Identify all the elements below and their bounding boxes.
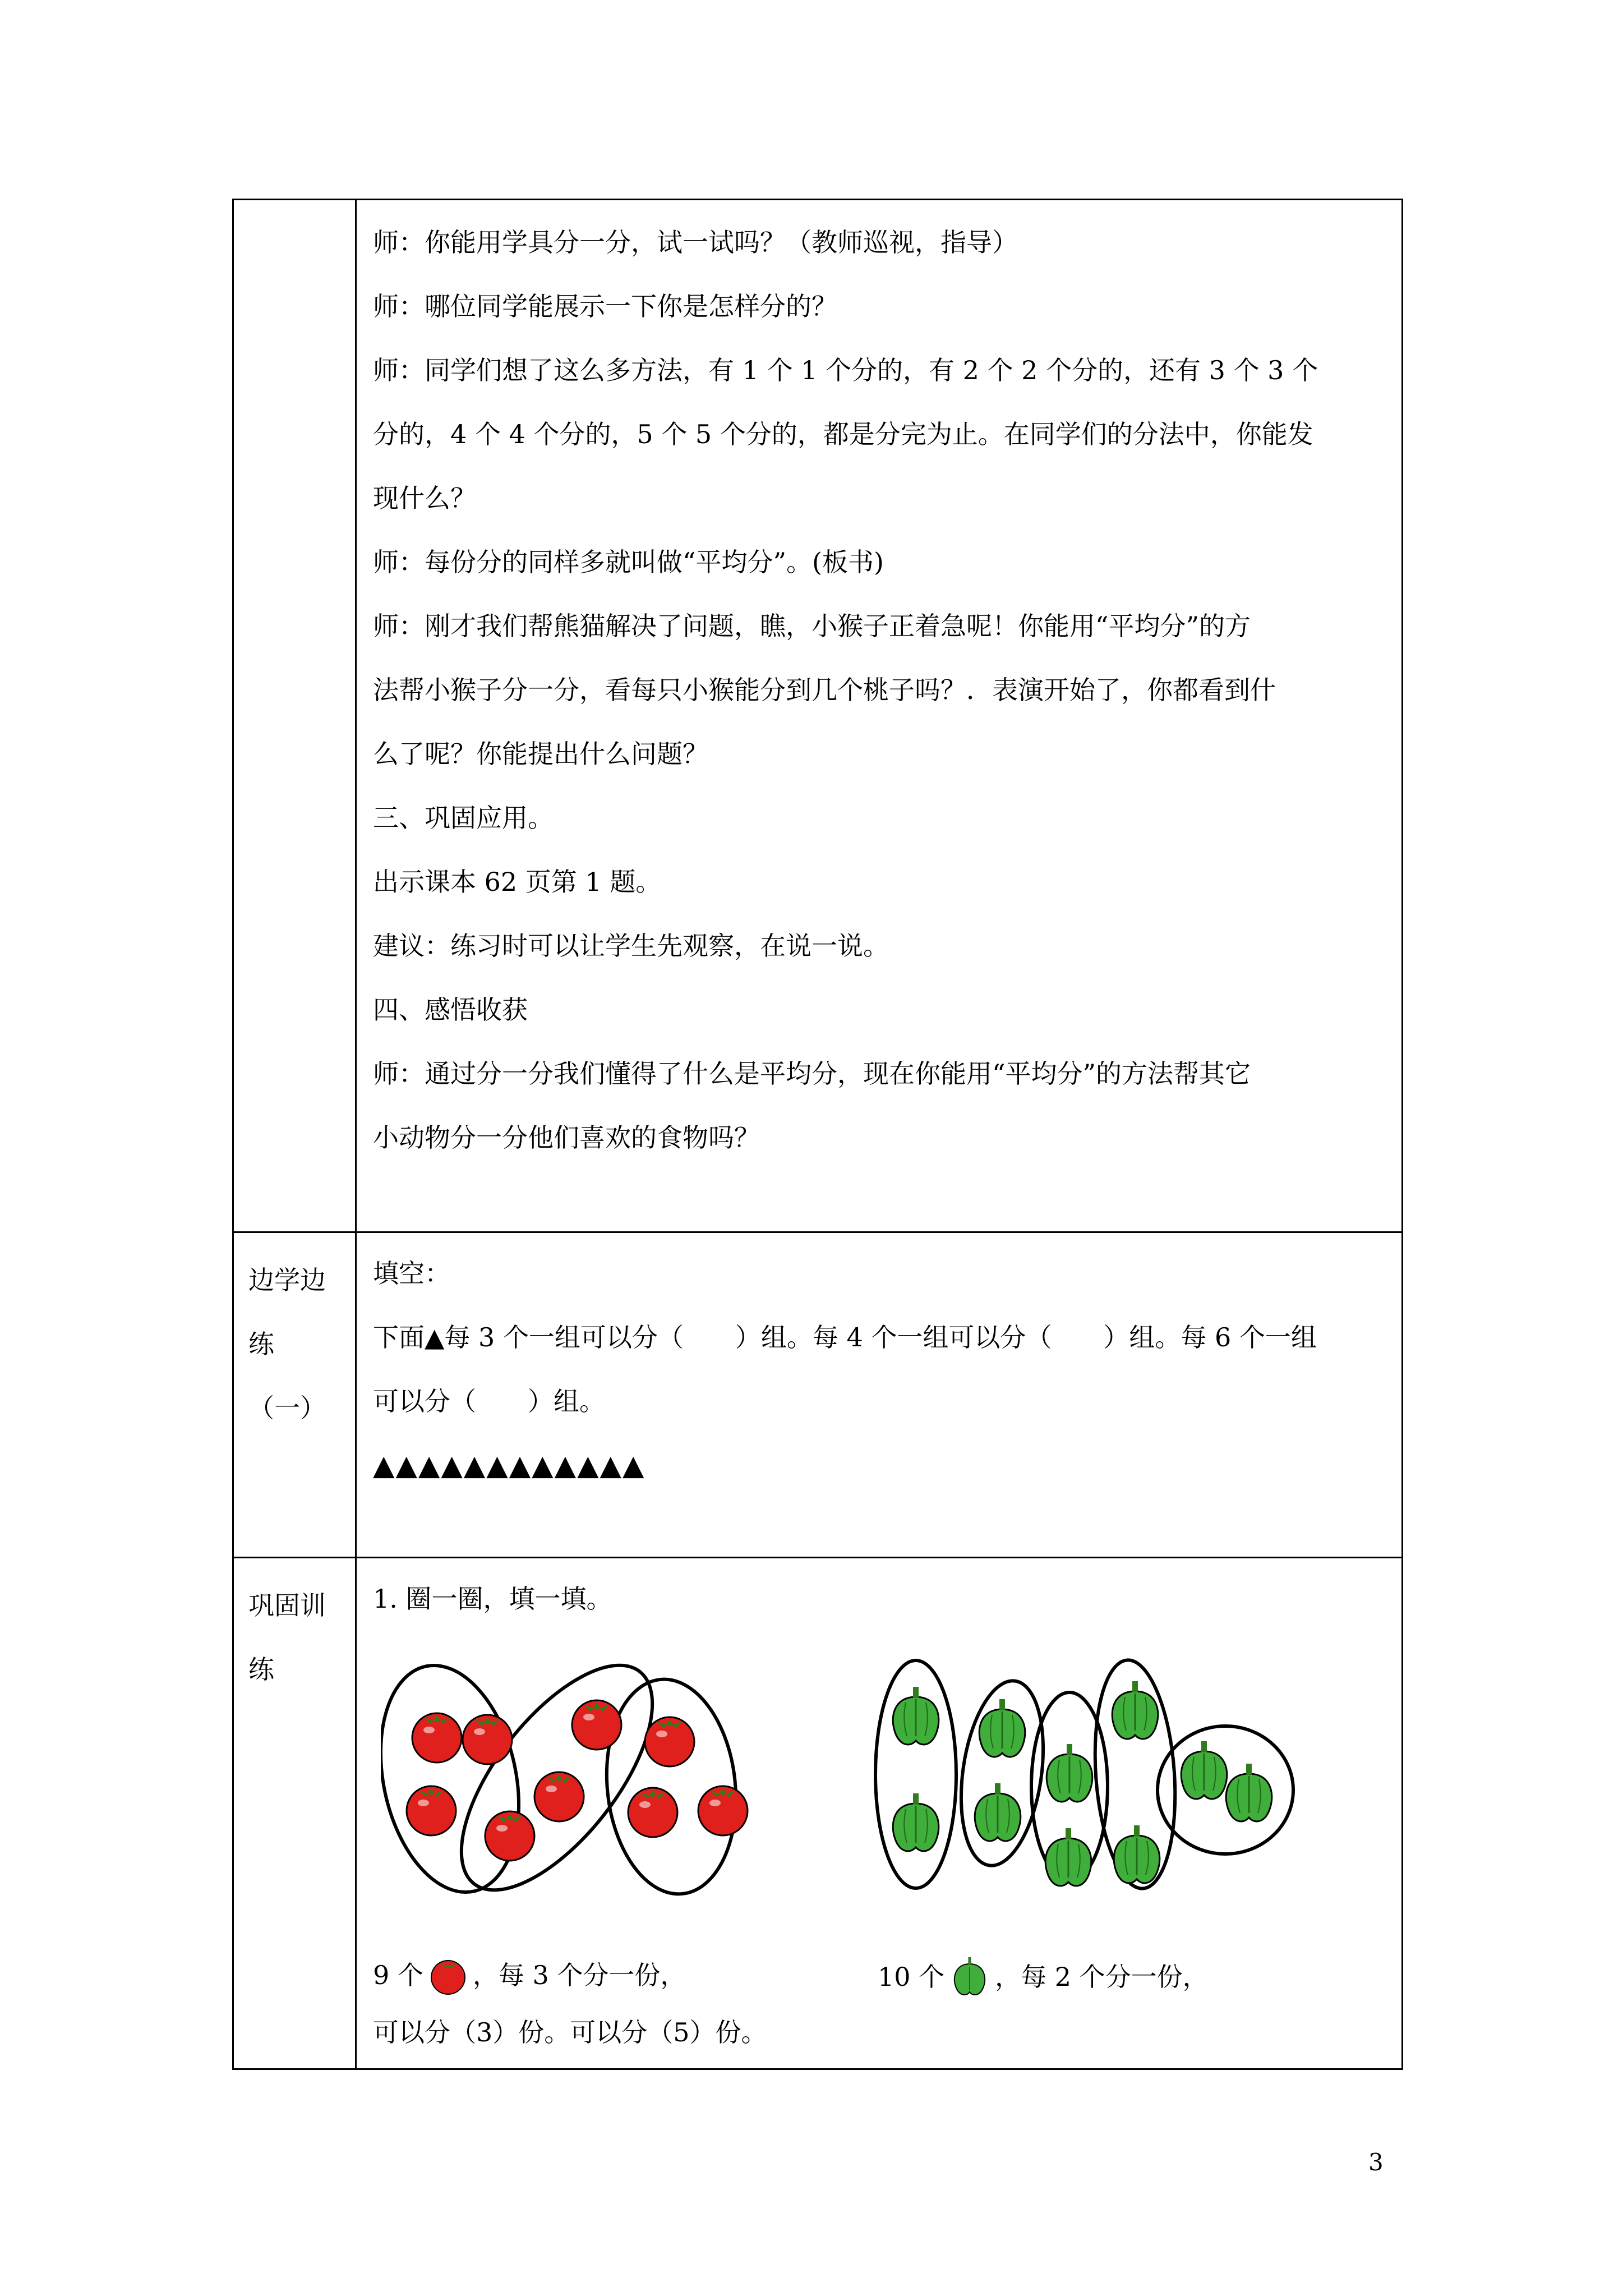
row1-line: 建议：练习时可以让学生先观察，在说一说。 <box>373 931 889 961</box>
tomato-caption: 9 个 ，每 3 个分一份， <box>373 1955 686 1995</box>
row1-line: 法帮小猴子分一分，看每只小猴能分到几个桃子吗？．表演开始了，你都看到什 <box>373 675 1276 705</box>
row1-line: 师：刚才我们帮熊猫解决了问题，瞧，小猴子正着急呢！你能用“平均分”的方 <box>373 611 1251 641</box>
triangle-row: ▲▲▲▲▲▲▲▲▲▲▲▲ <box>373 1449 645 1481</box>
pepper <box>893 1793 939 1851</box>
row1-line: 么了呢？你能提出什么问题？ <box>373 739 708 769</box>
row1-line: 现什么？ <box>373 483 476 513</box>
exercise-title: 1. 圈一圈，填一填。 <box>373 1584 612 1614</box>
tomato-grouping-figure <box>381 1648 785 1911</box>
group-circle <box>381 1653 538 1905</box>
pepper <box>1226 1764 1272 1821</box>
tomatoes <box>407 1700 748 1861</box>
row1-line: 小动物分一分他们喜欢的食物吗？ <box>373 1122 760 1153</box>
row-divider-2 <box>234 1557 1401 1558</box>
row1-line: 分的，4 个 4 个分的，5 个 5 个分的，都是分完为止。在同学们的分法中，你能发 <box>373 419 1313 449</box>
row3-content <box>373 1567 1390 1631</box>
row1-line: 师：同学们想了这么多方法，有 1 个 1 个分的，有 2 个 2 个分的，还有 3 个 3 个 <box>373 355 1318 385</box>
pepper <box>975 1783 1021 1841</box>
pepper <box>893 1687 939 1745</box>
tomato <box>534 1772 584 1821</box>
row1-line: 师：每份分的同样多就叫做“平均分”。(板书) <box>373 547 884 577</box>
tomato <box>407 1786 456 1835</box>
page-number: 3 <box>1368 2148 1384 2176</box>
column-divider <box>355 200 357 2068</box>
fill-blank-question: 可以分（ ）组。 <box>373 1386 605 1416</box>
pepper <box>1181 1741 1227 1799</box>
pepper <box>1046 1744 1092 1802</box>
row3-label: 巩固训 练 <box>248 1590 326 1685</box>
tomato <box>645 1717 694 1766</box>
tomato <box>572 1700 621 1750</box>
tomato <box>463 1715 512 1764</box>
pepper-icon <box>950 1955 989 1999</box>
row1-content <box>373 210 1390 1170</box>
lesson-table <box>232 199 1403 2070</box>
fill-blank-question: 下面▲每 3 个一组可以分（ ）组。每 4 个一组可以分（ ）组。每 6 个一组 <box>373 1322 1317 1352</box>
pepper <box>1112 1681 1158 1739</box>
tomato-icon <box>429 1955 467 1995</box>
row1-line: 师：你能用学具分一分，试一试吗？（教师巡视，指导） <box>373 227 1018 257</box>
pepper <box>1114 1825 1160 1883</box>
section-heading: 四、感悟收获 <box>373 995 528 1025</box>
pepper-caption: 10 个 ，每 2 个分一份， <box>878 1955 1209 1999</box>
row-divider-1 <box>234 1231 1401 1233</box>
tomato <box>628 1788 677 1837</box>
section-heading: 三、巩固应用。 <box>373 803 554 833</box>
row1-line: 师：哪位同学能展示一下你是怎样分的？ <box>373 291 837 321</box>
tomato <box>485 1811 534 1861</box>
row2-content <box>373 1241 1390 1497</box>
pepper-grouping-figure <box>873 1648 1367 1911</box>
tomato <box>698 1786 748 1835</box>
tomato <box>412 1713 462 1763</box>
row2-label: 边学边 练 （一） <box>248 1265 326 1423</box>
group-circle <box>1158 1726 1293 1854</box>
row1-line: 师：通过分一分我们懂得了什么是平均分，现在你能用“平均分”的方法帮其它 <box>373 1059 1251 1089</box>
fill-blank-title: 填空： <box>373 1258 450 1289</box>
row1-line: 出示课本 62 页第 1 题。 <box>373 867 662 897</box>
pepper <box>1045 1828 1091 1886</box>
pepper <box>979 1699 1025 1757</box>
answer-line: 可以分（3）份。可以分（5）份。 <box>373 2017 767 2047</box>
